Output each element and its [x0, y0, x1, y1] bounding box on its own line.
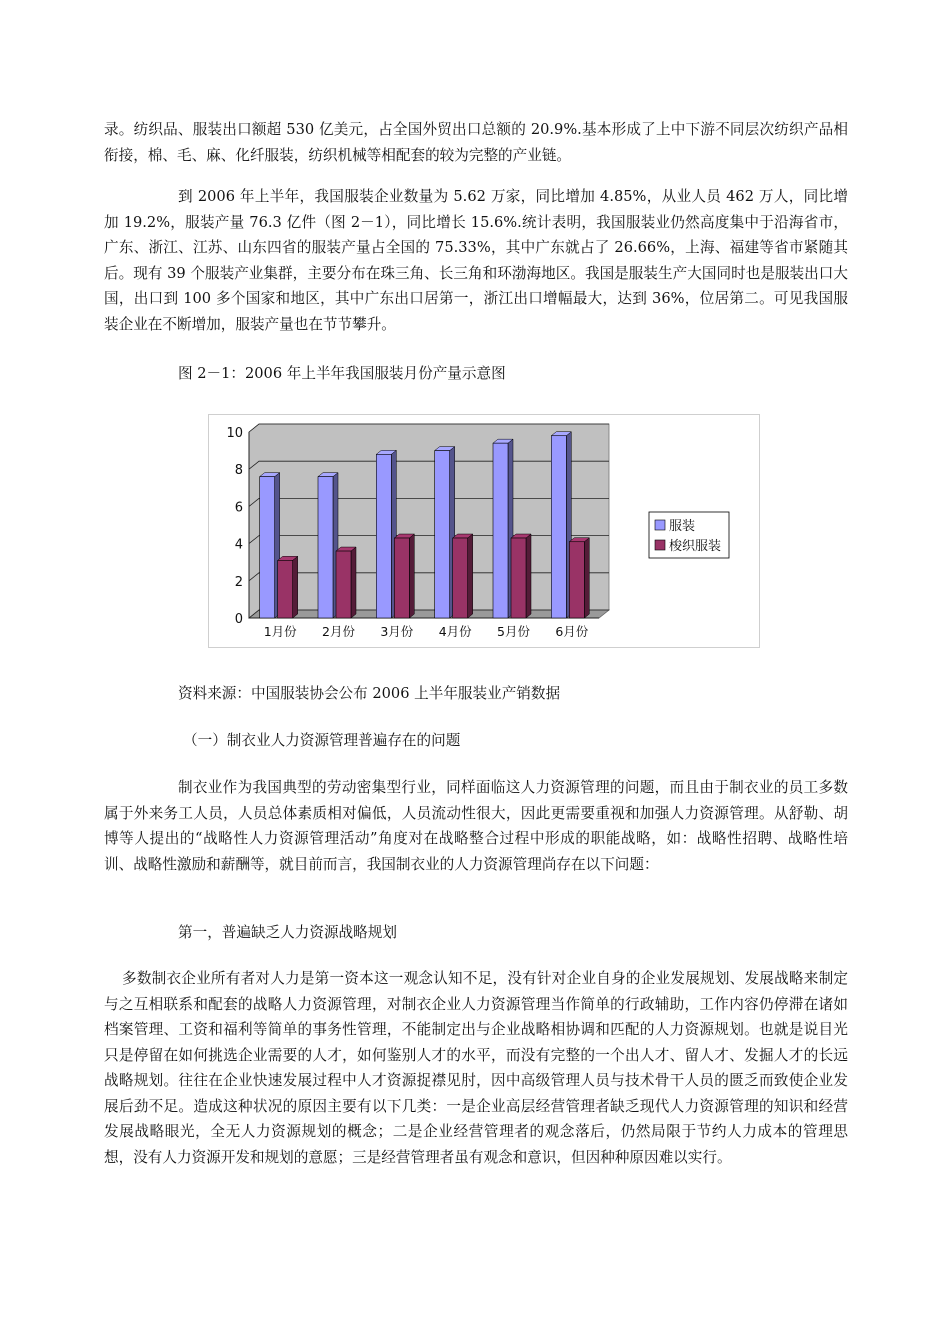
y-tick-label: 0	[234, 612, 243, 627]
bar	[336, 551, 351, 618]
subheading-first-issue: 第一，普遍缺乏人力资源战略规划	[178, 924, 397, 941]
bar	[551, 436, 566, 618]
bar	[318, 477, 333, 618]
y-tick-label: 2	[234, 574, 243, 590]
y-tick-label: 4	[234, 537, 243, 553]
x-category-label: 4月份	[438, 624, 472, 639]
x-category-label: 1月份	[263, 624, 297, 639]
bar	[453, 538, 468, 618]
x-category-label: 5月份	[497, 624, 530, 639]
legend-swatch	[655, 540, 665, 550]
section-heading: （一）制衣业人力资源管理普遍存在的问题	[183, 732, 461, 749]
bar-side	[293, 556, 298, 618]
y-tick-label: 10	[226, 426, 243, 441]
paragraph-lack-of-strategy: 多数制衣企业所有者对人力是第一资本这一观念认知不足，没有针对企业自身的企业发展规划、发展战略来制定与之互相联系和配套的战略人力资源管理，对制衣企业人力资源管理当作简单的行政辅助，工作内容仍停滞在诸如档案管理、工资和福利等简单的事务性管理，不能制定出与企业战略相协调和匹配的人力资源规划。也就是说目光只是停留在如何挑选企业需要的人才，如何鉴别人才的水平，而没有完整的一个出人才、留人才、发掘人才的长远战略规划。往往在企业快速发展过程中人才资源捉襟见肘，因中高级管理人员与技术骨干人员的匮乏而致使企业发展后劲不足。造成这种状况的原因主要有以下几类：一是企业高层经营管理者缺乏现代人力资源管理的知识和经营发展战略眼光，全无人力资源规划的概念；二是企业经营管理者的观念落后，仍然局限于节约人力成本的管理思想，没有人力资源开发和规划的意愿；三是经营管理者虽有观念和意识，但因种种原因难以实行。	[104, 970, 848, 1166]
bar	[260, 477, 275, 618]
bar	[569, 542, 584, 618]
paragraph-garment-hr-intro: 制衣业作为我国典型的劳动密集型行业，同样面临这人力资源管理的问题，而且由于制衣业的员工多数属于外来务工人员，人员总体素质相对偏低，人员流动性很大，因此更需要重视和加强人力资源管理。从舒勒、胡博等人提出的“战略性人力资源管理活动”角度对在战略整合过程中形成的职能战略，如：战略性招聘、战略性培训、战略性激励和薪酬等，就目前而言，我国制衣业的人力资源管理尚存在以下问题：	[104, 779, 848, 873]
bar-side	[468, 534, 473, 618]
legend-label: 服装	[669, 519, 696, 534]
legend-swatch	[655, 520, 665, 530]
paragraph-textile-exports: 录。纺织品、服装出口额超 530 亿美元，占全国外贸出口总额的 20.9%.基本形成了上中下游不同层次纺织产品相衔接，棉、毛、麻、化纤服装，纺织机械等相配套的较为完整的产业链。	[104, 121, 848, 164]
production-bar-chart	[208, 414, 760, 648]
x-category-label: 6月份	[555, 624, 589, 639]
bar	[394, 538, 409, 618]
x-category-label: 3月份	[380, 624, 414, 639]
chart-svg	[209, 415, 759, 647]
y-tick-label: 8	[234, 463, 243, 479]
x-category-label: 2月份	[322, 624, 355, 639]
paragraph-apparel-industry-2006: 到 2006 年上半年，我国服装企业数量为 5.62 万家，同比增加 4.85%，从业人员 462 万人，同比增加 19.2%，服装产量 76.3 亿件（图 2－1），同比增长 15.6%.统计表明，我国服装业仍然高度集中于沿海省市，广东、浙江、江苏、山东四省的服装产量占全国的 75.33%，其中广东就占了 26.66%，上海、福建等省市紧随其后。现有 39 个服装产业集群，主要分布在珠三角、长三角和环渤海地区。我国是服装生产大国同时也是服装出口大国，出口到 100 多个国家和地区，其中广东出口居第一，浙江出口增幅最大，达到 36%，位居第二。可见我国服装企业在不断增加，服装产量也在节节攀升。	[104, 188, 848, 333]
bar	[435, 451, 450, 618]
bar	[493, 443, 508, 618]
y-tick-label: 6	[234, 500, 243, 516]
figure-caption: 图 2－1：2006 年上半年我国服装月份产量示意图	[178, 365, 506, 382]
bar-side	[526, 534, 531, 618]
bar	[376, 454, 391, 618]
bar	[278, 560, 293, 618]
data-source-note: 资料来源：中国服装协会公布 2006 上半年服装业产销数据	[178, 685, 561, 702]
bar	[511, 538, 526, 618]
bar-side	[584, 538, 589, 618]
bar-side	[409, 534, 414, 618]
bar-side	[351, 547, 356, 618]
legend-label: 梭织服装	[669, 539, 722, 554]
